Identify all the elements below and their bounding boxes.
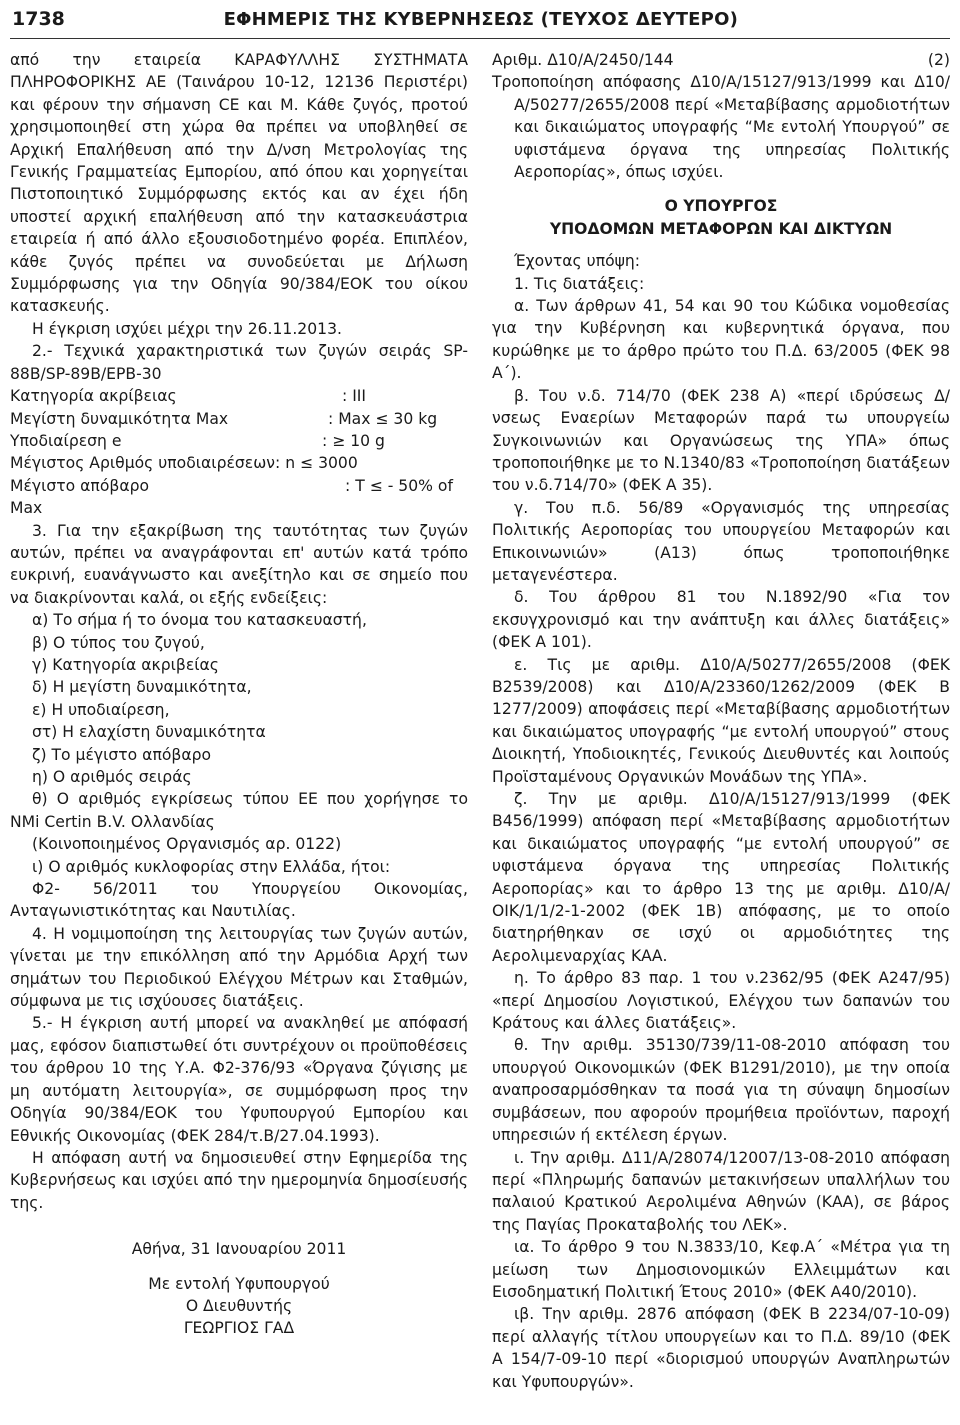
provision-item: γ. Του π.δ. 56/89 «Οργανισμός της υπηρεσίας Πολιτικής Αεροπορίας του υπουργείου Μεταφορών και Επικοινωνιών» (Α13) όπως τροποποιήθηκε μεταγενέστερα. bbox=[492, 498, 950, 584]
spec-label: Μεγίστη δυναμικότητα Max bbox=[10, 409, 229, 428]
gazette-title: ΕΦΗΜΕΡΙΣ ΤΗΣ ΚΥΒΕΡΝΗΣΕΩΣ (ΤΕΥΧΟΣ ΔΕΥΤΕΡΟ) bbox=[223, 8, 738, 30]
minister-title: Ο ΥΠΟΥΡΓΟΣ bbox=[664, 197, 778, 216]
decision-number: Αριθμ. Δ10/Α/2450/144 bbox=[492, 51, 674, 69]
provision-item: η. Το άρθρο 83 παρ. 1 του ν.2362/95 (ΦΕΚ Α247/95) «περί Δημοσίου Λογιστικού, Ελέγχου των δαπανών του Κράτους και άλλες διατάξεις». bbox=[492, 969, 950, 1033]
list-item: α) Το σήμα ή το όνομα του κατασκευαστή, bbox=[32, 611, 367, 630]
provision-item: ε. Τις με αριθμ. Δ10/Α/50277/2655/2008 (ΦΕΚ Β2539/2008) και Δ10/Α/23360/1262/2009 (ΦΕΚ Β 1277/2009) αποφάσεις περί «Μεταβίβασης αρμοδιοτήτων και δικαιώματος υπογραφής “με εντολή υπουργού” στους Διοικητή, Υποδιοικητές, Γενικούς Διευθυντές και λοιπούς Προϊσταμένους Οργανικών Μονάδων της ΥΠΑ». bbox=[492, 655, 950, 786]
list-item: ζ) Το μέγιστο απόβαρο bbox=[32, 745, 212, 764]
list-item: η) Ο αριθμός σειράς bbox=[32, 768, 192, 786]
signature-order: Με εντολή Υφυπουργού bbox=[148, 1274, 330, 1293]
signature-block bbox=[10, 1238, 468, 1340]
spec-row bbox=[10, 475, 468, 497]
decision-reference bbox=[492, 49, 950, 71]
right-column bbox=[492, 49, 950, 1393]
provision-item: β. Του ν.δ. 714/70 (ΦΕΚ 238 Α) «περί ιδρύσεως Δ/νσεως Εναερίων Μεταφορών παρά τω υπουργείω Συγκοινωνιών και Οργανώσεως της ΥΠΑ» όπως τροποποιήθηκε με το Ν.1340/83 «Τροποποίηση διατάξεων του ν.δ.714/70» (ΦΕΚ Α 35). bbox=[492, 386, 950, 495]
spec-row bbox=[10, 430, 468, 452]
indications-list bbox=[10, 609, 468, 923]
specs-list bbox=[10, 385, 468, 519]
having-regard: Έχοντας υπόψη: bbox=[514, 252, 641, 271]
decision-title: Τροποποίηση απόφασης Δ10/Α/15127/913/1999 και Δ10/Α/50277/2655/2008 περί «Μεταβίβασης αρμοδιοτήτων και δικαιώματος υπογραφής “Με εντολή Υπουργού” σε υφιστάμενα όργανα της υπηρεσίας Πολιτικής Αεροπορίας», όπως ισχύει. bbox=[492, 73, 950, 182]
provision-item: θ. Την αριθμ. 35130/739/11-08-2010 απόφαση του υπουργού Οικονομικών (ΦΕΚ Β1291/2010), με την οποία αναπροσαρμόσθηκαν τα ποσά για τη σύναψη δημοσίων συμβάσεων, που αφορούν προμήθεια προϊόντων, παροχή υπηρεσιών ή εκτέλεση έργων. bbox=[492, 1036, 950, 1145]
provision-item: δ. Του άρθρου 81 του Ν.1892/90 «Για τον εκσυγχρονισμό και την ανάπτυξη και άλλες διατάξεις» (ΦΕΚ Α 101). bbox=[492, 588, 950, 652]
signature-name: ΓΕΩΡΓΙΟΣ ΓΑΔ bbox=[183, 1319, 295, 1338]
list-item: στ) Η ελαχίστη δυναμικότητα bbox=[32, 723, 266, 742]
provisions-heading: 1. Τις διατάξεις: bbox=[514, 274, 645, 293]
spec-label: Μέγιστο απόβαρο bbox=[10, 476, 150, 495]
signature-place-date: Αθήνα, 31 Ιανουαρίου 2011 bbox=[131, 1240, 347, 1259]
section-4-paragraph: 4. Η νομιμοποίηση της λειτουργίας των ζυγών αυτών, γίνεται με την επικόλληση από την Αρμόδια Αρχή των σημάτων του Περιοδικού Ελέγχου Μέτρων και Σταθμών, σύμφωνα με τις ισχύουσες διατάξεις. bbox=[10, 924, 468, 1011]
provision-item: α. Των άρθρων 41, 54 και 90 του Κώδικα νομοθεσίας για την Κυβέρνηση και κυβερνητικά όργανα, που κυρώθηκε με το άρθρο πρώτο του Π.Δ. 63/2005 (ΦΕΚ 98 Α΄). bbox=[492, 297, 950, 383]
spec-value: : Max ≤ 30 kg bbox=[328, 409, 438, 428]
decision-index: (2) bbox=[927, 51, 950, 69]
list-item: δ) Η μεγίστη δυναμικότητα, bbox=[32, 678, 252, 697]
list-item-continuation: (Κοινοποιημένος Οργανισμός αρ. 0122) bbox=[32, 835, 342, 854]
ministry-name: ΥΠΟΔΟΜΩΝ ΜΕΤΑΦΟΡΩΝ ΚΑΙ ΔΙΚΤΥΩΝ bbox=[549, 219, 893, 238]
list-item: ε) Η υποδιαίρεση, bbox=[32, 700, 170, 719]
spec-tail: Max bbox=[10, 499, 43, 518]
list-item: β) Ο τύπος του ζυγού, bbox=[32, 633, 205, 652]
provision-item: ια. Το άρθρο 9 του Ν.3833/10, Κεφ.Α΄ «Μέτρα για τη μείωση των Δημοσιονομικών Ελλειμμάτων και Εισοδηματική Πολιτική Έτους 2010» (ΦΕΚ Α40/2010). bbox=[492, 1238, 950, 1301]
publication-paragraph: Η απόφαση αυτή να δημοσιευθεί στην Εφημερίδα της Κυβερνήσεως και ισχύει από την ημερομηνία δημοσίευσής της. bbox=[10, 1148, 468, 1212]
provision-item: ιβ. Την αριθμ. 2876 απόφαση (ΦΕΚ Β 2234/07-10-09) περί αλλαγής τίτλου υπουργείων και το Π.Δ. 89/10 (ΦΕΚ Α 154/7-09-10 περί «διορισμού υπουργών Αναπληρωτών και Υφυπουργών». bbox=[492, 1305, 950, 1391]
provision-item: ι. Την αριθμ. Δ11/Α/28074/12007/13-08-2010 απόφαση περί «Πληρωμής δαπανών μετακινήσεων υπαλλήλων του παλαιού Κρατικού Αερολιμένα Αθηνών (ΚΑΑ), σε βάρος της Παγίας Προκαταβολής του ΛΕΚ». bbox=[492, 1148, 950, 1234]
list-item-continuation: Φ2- 56/2011 του Υπουργείου Οικονομίας, Ανταγωνιστικότητας και Ναυτιλίας. bbox=[10, 880, 468, 921]
spec-label: Υποδιαίρεση e bbox=[10, 431, 122, 450]
page-number: 1738 bbox=[12, 8, 65, 30]
list-item: θ) Ο αριθμός εγκρίσεως τύπου ΕΕ που χορήγησε το NMi Certin B.V. Ολλανδίας bbox=[10, 790, 468, 831]
spec-value: : ≥ 10 g bbox=[322, 431, 385, 450]
section-5-paragraph: 5.- Η έγκριση αυτή μπορεί να ανακληθεί με απόφασή μας, εφόσον διαπιστωθεί ότι συντρέχουν οι προϋποθέσεις του άρθρου 10 της Υ.Α. Φ2-376/93 «Όργανα ζύγισης με μη αυτόματη λειτουργία», σε συμμόρφωση προς την Οδηγία 90/384/ΕΟΚ του Υφυπουργού Εμπορίου και Εθνικής Οικονομίας (ΦΕΚ 284/τ.Β/27.04.1993). bbox=[10, 1014, 468, 1145]
spec-value: : III bbox=[342, 387, 367, 406]
spec-row bbox=[10, 408, 468, 430]
left-column bbox=[10, 49, 468, 1340]
spec-label: Κατηγορία ακρίβειας bbox=[10, 387, 177, 406]
list-item: γ) Κατηγορία ακριβείας bbox=[32, 655, 219, 674]
provision-item: ζ. Την με αριθμ. Δ10/Α/15127/913/1999 (ΦΕΚ Β456/1999) απόφαση περί «Μεταβίβασης αρμοδιοτήτων και δικαιώματος υπογραφής “με εντολή υπουργού” σε υφιστάμενα όργανα της υπηρεσίας Πολιτικής Αεροπορίας» και το άρθρο 13 της με αριθμ. Δ10/Α/ΟΙΚ/1/1/2-1-2002 (ΦΕΚ 1Β) απόφασης, με το οποίο διατηρήθηκαν σε ισχύ οι αρμοδιότητες της Αερολιμεναρχίας ΚΑΑ. bbox=[492, 790, 950, 965]
spec-row bbox=[10, 452, 468, 474]
paragraph: από την εταιρεία ΚΑΡΑΦΥΛΛΗΣ ΣΥΣΤΗΜΑΤΑ ΠΛΗΡΟΦΟΡΙΚΗΣ ΑΕ (Ταινάρου 10-12, 12136 Περιστέρι) και φέρουν την σήμανση CE και Μ. Κάθε ζυγός, προτού χρησιμοποιηθεί στη χώρα θα πρέπει να υποβληθεί σε Αρχική Επαλήθευση από την Δ/νση Μετρολογίας της Γενικής Γραμματείας Εμπορίου, από όπου και χορηγείται Πιστοποιητικό Συμμόρφωσης εκτός και αν έχει ήδη υποστεί αρχική επαλήθευση από την κατασκευάστρια εταιρεία ή από άλλο εξουσιοδοτημένο φορέα. Επιπλέον, κάθε ζυγός πρέπει να συνοδεύεται με Δήλωση Συμμόρφωσης για την Οδηγία 90/384/ΕΟΚ του οίκου κατασκευής. bbox=[10, 51, 468, 316]
spec-row bbox=[10, 385, 468, 407]
section-2-heading: 2.- Τεχνικά χαρακτηριστικά των ζυγών σειράς SP-88B/SP-89B/EPB-30 bbox=[10, 342, 468, 383]
signature-role: Ο Διευθυντής bbox=[185, 1296, 293, 1315]
validity-note: Η έγκριση ισχύει μέχρι την 26.11.2013. bbox=[32, 319, 342, 338]
spec-value: : T ≤ - 50% of bbox=[345, 476, 453, 495]
section-3-paragraph: 3. Για την εξακρίβωση της ταυτότητας των ζυγών αυτών, πρέπει να αναγράφονται επ' αυτών κατά τρόπο ευκρινή, ευανάγνωστο και ανεξίτηλο και σε σημείο που να διακρίνονται καλά, οι εξής ενδείξεις: bbox=[10, 521, 468, 607]
spec-label: Μέγιστος Αριθμός υποδιαιρέσεων: n ≤ 3000 bbox=[10, 454, 358, 473]
page-header bbox=[10, 0, 950, 39]
list-item: ι) Ο αριθμός κυκλοφορίας στην Ελλάδα, ήτοι: bbox=[32, 857, 391, 876]
